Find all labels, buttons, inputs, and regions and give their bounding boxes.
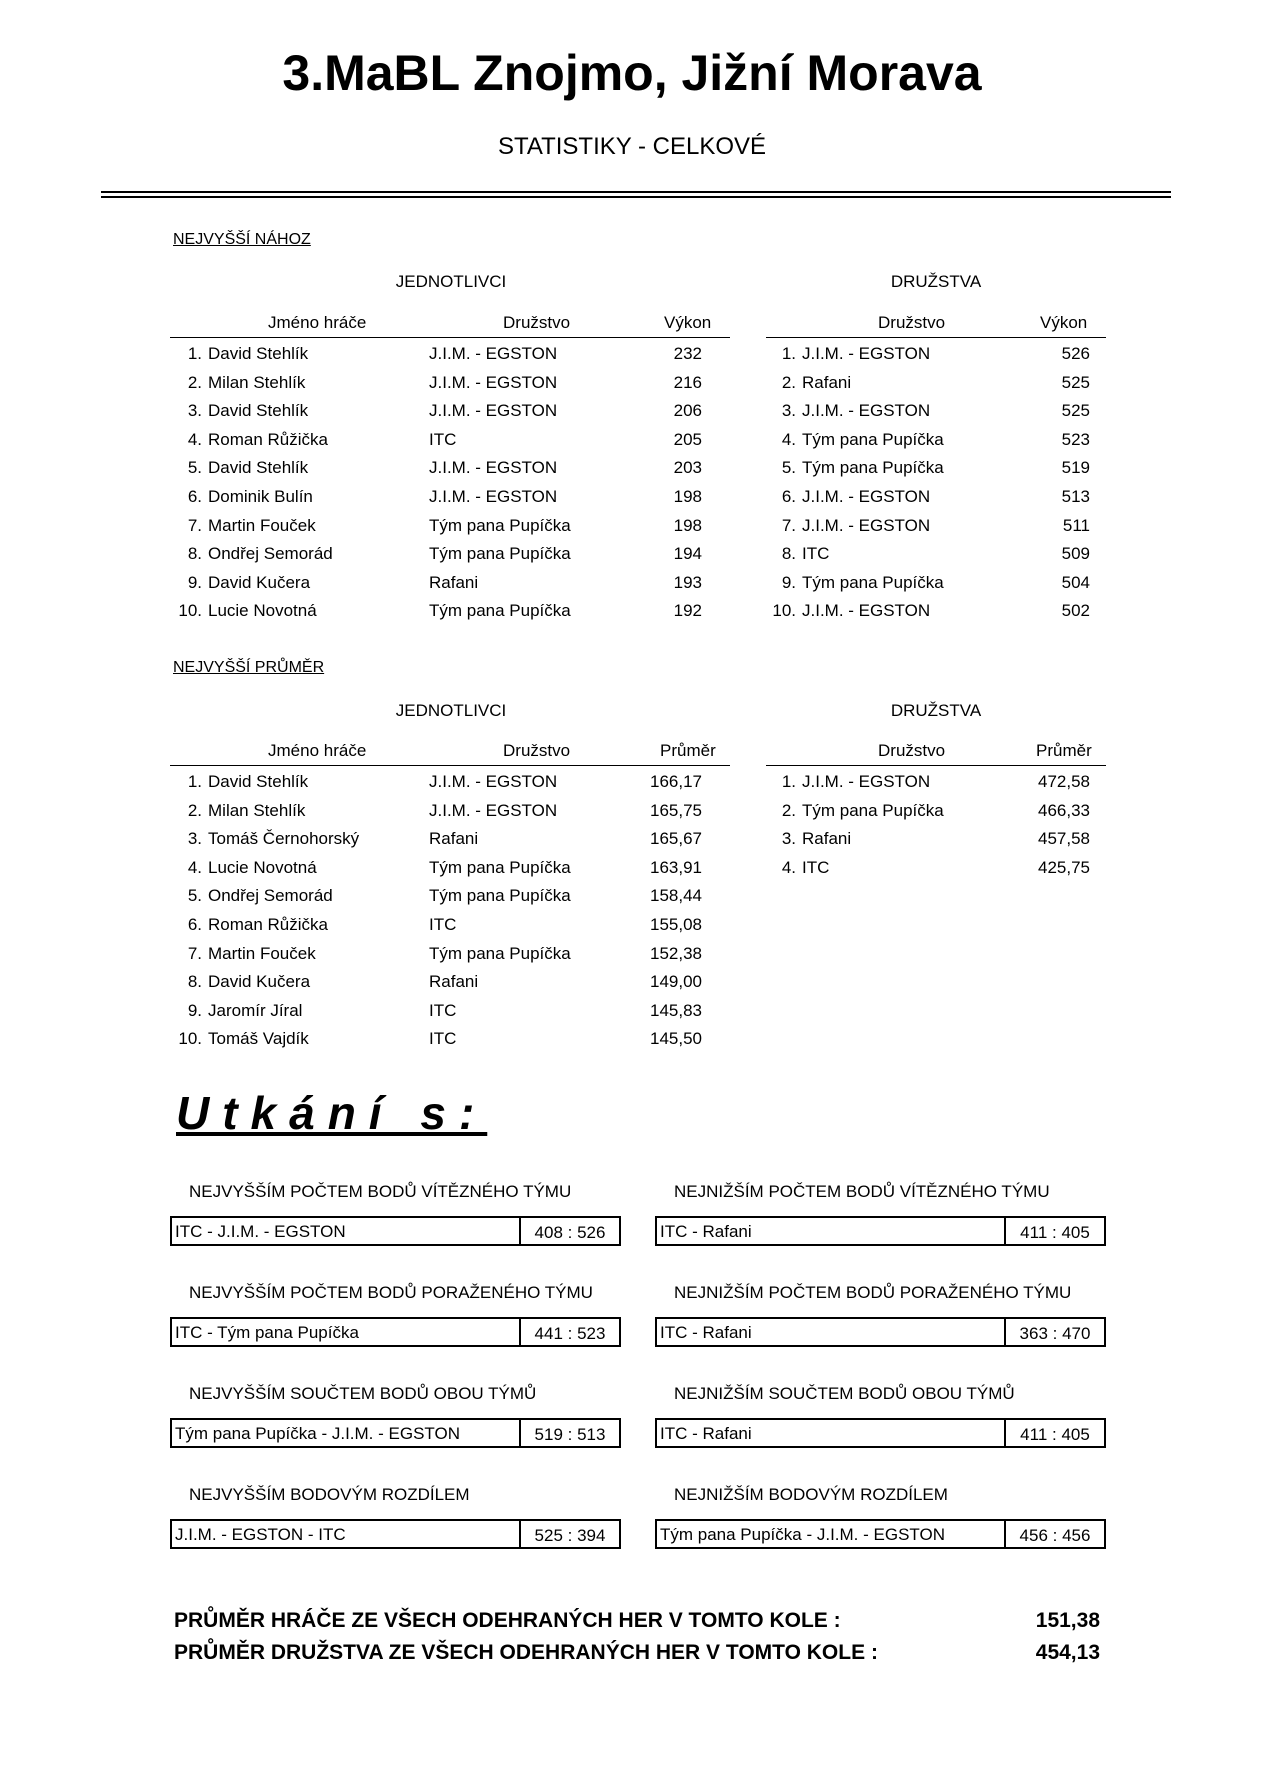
table-row	[766, 397, 1106, 426]
col-name-header: Jméno hráče	[268, 313, 367, 332]
row-rank: 4.	[781, 429, 796, 449]
row-rank: 8.	[187, 972, 202, 992]
table-row	[766, 512, 1106, 541]
row-player-name: David Kučera	[208, 572, 311, 592]
row-team: J.I.M. - EGSTON	[802, 401, 931, 421]
table-header	[766, 308, 1106, 338]
match-score: 525 : 394	[519, 1521, 619, 1547]
table-row	[766, 825, 1106, 854]
table-row	[766, 854, 1106, 883]
row-player-name: David Stehlík	[208, 344, 309, 363]
row-rank: 5.	[187, 886, 202, 906]
row-team: Tým pana Pupíčka	[802, 572, 944, 592]
col-name-header: Jméno hráče	[268, 741, 367, 760]
match-score: 519 : 513	[519, 1420, 619, 1446]
table-rows	[170, 340, 730, 626]
row-player-name: David Stehlík	[208, 458, 309, 478]
row-value: 523	[1061, 429, 1090, 449]
row-rank: 7.	[187, 943, 202, 963]
row-rank: 8.	[187, 544, 202, 564]
row-value: 152,38	[650, 943, 702, 963]
table-rows	[766, 768, 1106, 882]
row-player-name: Ondřej Semorád	[208, 544, 333, 564]
table-row	[170, 397, 730, 426]
match-label-lowest-winner: NEJNIŽŠÍM POČTEM BODŮ VÍTĚZNÉHO TÝMU	[674, 1182, 1050, 1201]
match-box-lowest-loser	[655, 1317, 1106, 1347]
col-team-header: Družstvo	[503, 741, 571, 760]
row-rank: 6.	[187, 914, 202, 934]
row-rank: 4.	[187, 429, 202, 449]
row-team: Rafani	[429, 972, 479, 992]
match-box-highest-sum	[170, 1418, 621, 1448]
row-value: 525	[1061, 372, 1090, 392]
row-rank: 10.	[178, 601, 202, 621]
match-teams: Tým pana Pupíčka - J.I.M. - EGSTON	[175, 1424, 460, 1443]
table-row	[170, 882, 730, 911]
team-average-value: 454,13	[1035, 1641, 1100, 1664]
row-rank: 2.	[781, 372, 796, 392]
group-heading-individuals: JEDNOTLIVCI	[395, 701, 507, 720]
row-team: ITC	[429, 1029, 457, 1049]
row-value: 145,50	[650, 1029, 702, 1049]
col-value-header: Průměr	[1036, 741, 1092, 760]
row-player-name: Tomáš Vajdík	[208, 1029, 309, 1049]
row-player-name: Tomáš Černohorský	[208, 829, 360, 849]
table-row	[170, 369, 730, 398]
col-value-header: Průměr	[660, 741, 716, 760]
col-value-header: Výkon	[1040, 313, 1088, 332]
row-rank: 4.	[187, 857, 202, 877]
row-team: ITC	[802, 544, 830, 564]
row-rank: 4.	[781, 857, 796, 877]
row-team: Tým pana Pupíčka	[429, 857, 571, 877]
row-rank: 1.	[187, 344, 202, 363]
row-value: 205	[673, 429, 702, 449]
row-rank: 10.	[178, 1029, 202, 1049]
row-value: 519	[1061, 458, 1090, 478]
row-player-name: Lucie Novotná	[208, 601, 317, 621]
row-team: J.I.M. - EGSTON	[429, 772, 558, 791]
row-team: ITC	[429, 914, 457, 934]
match-teams: ITC - Rafani	[660, 1323, 752, 1342]
table-row	[170, 540, 730, 569]
table-header	[170, 308, 730, 338]
match-label-lowest-loser: NEJNIŽŠÍM POČTEM BODŮ PORAŽENÉHO TÝMU	[674, 1283, 1072, 1302]
row-player-name: Roman Růžička	[208, 914, 328, 934]
row-value: 198	[673, 515, 702, 535]
row-value: 194	[673, 544, 702, 564]
row-value: 163,91	[650, 857, 702, 877]
row-player-name: David Kučera	[208, 972, 311, 992]
table-rows	[170, 768, 730, 1054]
row-value: 425,75	[1038, 857, 1090, 877]
col-team-header: Družstvo	[878, 741, 946, 760]
row-player-name: David Stehlík	[208, 401, 309, 421]
match-score: 441 : 523	[519, 1319, 619, 1345]
row-value: 166,17	[650, 772, 702, 791]
row-value: 513	[1061, 486, 1090, 506]
row-value: 206	[673, 401, 702, 421]
row-rank: 9.	[781, 572, 796, 592]
table-header	[766, 736, 1106, 766]
match-teams: J.I.M. - EGSTON - ITC	[175, 1525, 346, 1544]
row-rank: 5.	[187, 458, 202, 478]
col-team-header: Družstvo	[503, 313, 571, 332]
row-team: ITC	[429, 1000, 457, 1020]
table-row	[170, 597, 730, 626]
match-label-highest-sum: NEJVYŠŠÍM SOUČTEM BODŮ OBOU TÝMŮ	[189, 1384, 537, 1403]
table-row	[170, 340, 730, 369]
row-team: J.I.M. - EGSTON	[802, 772, 931, 791]
match-teams: ITC - Rafani	[660, 1222, 752, 1241]
row-value: 192	[673, 601, 702, 621]
table-row	[170, 569, 730, 598]
group-heading-individuals: JEDNOTLIVCI	[395, 272, 507, 291]
row-team: J.I.M. - EGSTON	[429, 344, 558, 363]
row-value: 511	[1062, 515, 1090, 535]
row-team: J.I.M. - EGSTON	[802, 515, 931, 535]
row-rank: 6.	[187, 486, 202, 506]
row-player-name: Milan Stehlík	[208, 800, 306, 820]
table-row	[766, 597, 1106, 626]
match-box-lowest-sum	[655, 1418, 1106, 1448]
row-rank: 3.	[781, 829, 796, 849]
match-score: 411 : 405	[1004, 1218, 1104, 1244]
table-row	[170, 997, 730, 1026]
row-rank: 2.	[781, 800, 796, 820]
row-rank: 5.	[781, 458, 796, 478]
table-rows	[766, 340, 1106, 626]
player-average-value: 151,38	[1035, 1609, 1100, 1632]
row-value: 526	[1061, 344, 1090, 363]
row-player-name: Dominik Bulín	[208, 486, 313, 506]
table-row	[766, 483, 1106, 512]
table-row	[766, 369, 1106, 398]
row-rank: 7.	[781, 515, 796, 535]
team-average-label: PRŮMĚR DRUŽSTVA ZE VŠECH ODEHRANÝCH HER V TOMTO KOLE :	[174, 1641, 878, 1664]
row-value: 165,75	[650, 800, 702, 820]
row-team: Tým pana Pupíčka	[429, 601, 571, 621]
page-subtitle: STATISTIKY - CELKOVÉ	[497, 133, 767, 160]
match-label-lowest-diff: NEJNIŽŠÍM BODOVÝM ROZDÍLEM	[674, 1485, 948, 1504]
match-teams: ITC - J.I.M. - EGSTON	[175, 1222, 346, 1241]
row-team: J.I.M. - EGSTON	[429, 372, 558, 392]
section-heading-prumer: NEJVYŠŠÍ PRŮMĚR	[173, 659, 325, 676]
row-team: Tým pana Pupíčka	[429, 515, 571, 535]
table-row	[170, 454, 730, 483]
row-rank: 1.	[781, 772, 796, 791]
matches-heading: Utkání s:	[176, 1087, 488, 1139]
page-title: 3.MaBL Znojmo, Jižní Morava	[282, 45, 982, 101]
col-value-header: Výkon	[664, 313, 712, 332]
match-score: 456 : 456	[1004, 1521, 1104, 1547]
row-rank: 9.	[187, 572, 202, 592]
table-row	[170, 768, 730, 797]
row-value: 193	[673, 572, 702, 592]
row-value: 158,44	[650, 886, 702, 906]
row-value: 216	[673, 372, 702, 392]
row-value: 203	[673, 458, 702, 478]
row-team: Rafani	[429, 829, 479, 849]
match-box-highest-winner	[170, 1216, 621, 1246]
row-team: J.I.M. - EGSTON	[429, 401, 558, 421]
row-rank: 1.	[781, 344, 796, 363]
table-row	[170, 825, 730, 854]
match-box-lowest-winner	[655, 1216, 1106, 1246]
table-row	[766, 454, 1106, 483]
table-row	[170, 512, 730, 541]
row-team: J.I.M. - EGSTON	[429, 800, 558, 820]
row-player-name: Lucie Novotná	[208, 857, 317, 877]
row-team: Rafani	[429, 572, 479, 592]
row-team: Tým pana Pupíčka	[429, 943, 571, 963]
row-value: 457,58	[1038, 829, 1090, 849]
table-row	[170, 968, 730, 997]
match-score: 411 : 405	[1004, 1420, 1104, 1446]
match-box-lowest-diff	[655, 1519, 1106, 1549]
row-team: J.I.M. - EGSTON	[802, 601, 931, 621]
table-row	[766, 426, 1106, 455]
match-label-highest-winner: NEJVYŠŠÍM POČTEM BODŮ VÍTĚZNÉHO TÝMU	[189, 1182, 572, 1201]
row-value: 525	[1061, 401, 1090, 421]
row-team: Tým pana Pupíčka	[802, 800, 944, 820]
row-value: 466,33	[1038, 800, 1090, 820]
row-rank: 3.	[187, 401, 202, 421]
row-value: 165,67	[650, 829, 702, 849]
table-row	[766, 340, 1106, 369]
row-rank: 3.	[781, 401, 796, 421]
table-row	[170, 426, 730, 455]
row-team: ITC	[429, 429, 457, 449]
table-row	[766, 540, 1106, 569]
row-value: 198	[673, 486, 702, 506]
row-team: Tým pana Pupíčka	[802, 429, 944, 449]
header-rule-bottom	[101, 196, 1171, 198]
row-rank: 7.	[187, 515, 202, 535]
match-teams: ITC - Tým pana Pupíčka	[175, 1323, 359, 1342]
row-team: J.I.M. - EGSTON	[429, 458, 558, 478]
row-value: 504	[1061, 572, 1090, 592]
row-player-name: Milan Stehlík	[208, 372, 306, 392]
row-player-name: David Stehlík	[208, 772, 309, 791]
match-label-lowest-sum: NEJNIŽŠÍM SOUČTEM BODŮ OBOU TÝMŮ	[674, 1384, 1015, 1403]
row-player-name: Martin Fouček	[208, 943, 316, 963]
row-team: Tým pana Pupíčka	[429, 886, 571, 906]
row-team: Tým pana Pupíčka	[802, 458, 944, 478]
row-rank: 3.	[187, 829, 202, 849]
row-player-name: Ondřej Semorád	[208, 886, 333, 906]
row-value: 502	[1061, 601, 1090, 621]
row-rank: 6.	[781, 486, 796, 506]
match-label-highest-loser: NEJVYŠŠÍM POČTEM BODŮ PORAŽENÉHO TÝMU	[189, 1283, 593, 1302]
table-row	[766, 569, 1106, 598]
row-team: J.I.M. - EGSTON	[802, 486, 931, 506]
table-row	[170, 911, 730, 940]
row-rank: 2.	[187, 800, 202, 820]
match-teams: Tým pana Pupíčka - J.I.M. - EGSTON	[660, 1525, 945, 1544]
row-value: 149,00	[650, 972, 702, 992]
group-heading-teams: DRUŽSTVA	[890, 272, 982, 291]
row-value: 145,83	[650, 1000, 702, 1020]
player-average-label: PRŮMĚR HRÁČE ZE VŠECH ODEHRANÝCH HER V TOMTO KOLE :	[174, 1609, 841, 1632]
row-player-name: Jaromír Jíral	[208, 1000, 303, 1020]
section-heading-nahoz: NEJVYŠŠÍ NÁHOZ	[173, 231, 311, 248]
row-team: ITC	[802, 857, 830, 877]
match-label-highest-diff: NEJVYŠŠÍM BODOVÝM ROZDÍLEM	[189, 1485, 470, 1504]
row-team: Rafani	[802, 372, 852, 392]
group-heading-teams: DRUŽSTVA	[890, 701, 982, 720]
match-score: 408 : 526	[519, 1218, 619, 1244]
row-rank: 8.	[781, 544, 796, 564]
row-rank: 1.	[187, 772, 202, 791]
row-team: J.I.M. - EGSTON	[429, 486, 558, 506]
table-row	[170, 797, 730, 826]
table-header	[170, 736, 730, 766]
row-player-name: Roman Růžička	[208, 429, 328, 449]
header-rule-top	[101, 191, 1171, 193]
row-team: J.I.M. - EGSTON	[802, 344, 931, 363]
row-team: Rafani	[802, 829, 852, 849]
row-rank: 10.	[772, 601, 796, 621]
row-player-name: Martin Fouček	[208, 515, 316, 535]
table-row	[766, 797, 1106, 826]
match-box-highest-loser	[170, 1317, 621, 1347]
row-value: 232	[673, 344, 702, 363]
match-teams: ITC - Rafani	[660, 1424, 752, 1443]
table-row	[766, 768, 1106, 797]
row-team: Tým pana Pupíčka	[429, 544, 571, 564]
row-rank: 9.	[187, 1000, 202, 1020]
table-row	[170, 940, 730, 969]
match-box-highest-diff	[170, 1519, 621, 1549]
table-row	[170, 854, 730, 883]
row-value: 472,58	[1038, 772, 1090, 791]
row-rank: 2.	[187, 372, 202, 392]
table-row	[170, 483, 730, 512]
row-value: 509	[1061, 544, 1090, 564]
match-score: 363 : 470	[1004, 1319, 1104, 1345]
row-value: 155,08	[650, 914, 702, 934]
col-team-header: Družstvo	[878, 313, 946, 332]
table-row	[170, 1025, 730, 1054]
